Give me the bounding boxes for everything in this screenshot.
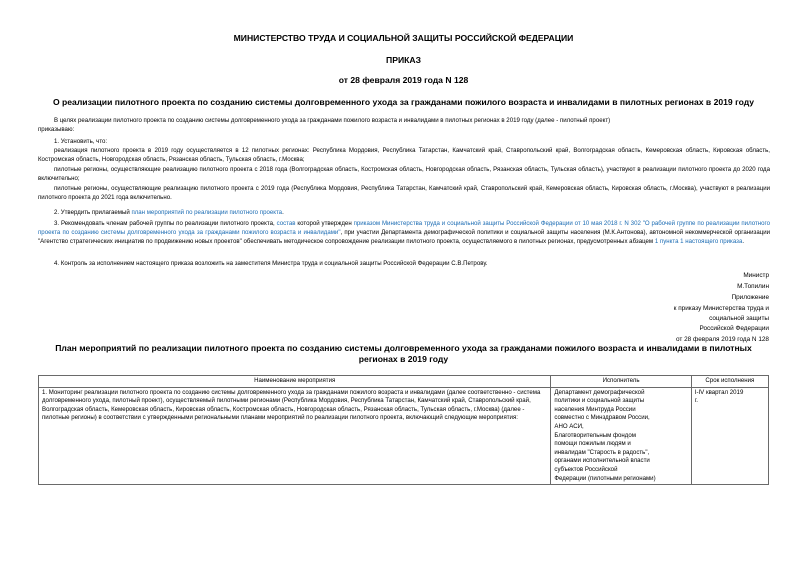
- table-row: [39, 387, 769, 485]
- clause-1-regions-2018: пилотные регионы, осуществляющие реализацию пилотного проекта с 2018 года (Волгоградская область, Костромская область, Новгородская область, Рязанская область, Тульская область), участвуют в реализации пилотного проекта до 2020 года включительно;: [38, 166, 770, 183]
- clause-2-end: .: [282, 209, 284, 216]
- clause-2-text: 2. Утвердить прилагаемый: [54, 209, 132, 216]
- plan-table-header: [39, 376, 769, 388]
- executor-line: Федерации (пилотными регионами): [554, 474, 656, 482]
- clause-3: [38, 219, 770, 247]
- appendix-line-5: от 28 февраля 2019 года N 128: [676, 336, 769, 343]
- plan-link[interactable]: план мероприятий по реализации пилотного проекта: [131, 209, 283, 216]
- clause-3-text-a: 3. Рекомендовать членам рабочей группы по реализации пилотного проекта,: [54, 220, 277, 227]
- column-header-executor: Исполнитель: [551, 376, 691, 388]
- clause-3-end: .: [742, 238, 745, 246]
- deadline-line: I-IV квартал 2019: [694, 388, 744, 396]
- activity-cell: 1. Мониторинг реализации пилотного проекта по созданию системы долговременного ухода за гражданами пожилого возраста и инвалидами (далее соответственно - система долговременного ухода, пилотный проект), осуществляемый пилотными регионами (Республика Мордовия, Республика Татарстан, Камчатский край, Ставропольский край, Волгоградская область, Кемеровская область, Кировская область, Костромская область, Новгородская область, Рязанская область, Тульская область, г.Москва) (далее - пилотные регионы) в соответствии с утвержденными региональными планами мероприятий по реализации пилотного проекта, включающий следующие мероприятия:: [39, 387, 551, 485]
- working-group-composition-link[interactable]: состав: [276, 220, 296, 227]
- executor-line: инвалидам "Старость в радость",: [554, 448, 650, 456]
- signature-name: М.Топилин: [737, 283, 769, 290]
- clause-1-regions-2019: пилотные регионы, осуществляющие реализацию пилотного проекта с 2019 года (Республика Мордовия, Республика Татарстан, Камчатский край, Ставропольский край, Кемеровская область, Кировская область, г.Москва), участвуют в реализации пилотного проекта до 2021 года включительно.: [38, 185, 770, 202]
- appendix-line-2: к приказу Министерства труда и: [673, 305, 769, 312]
- clause-1-regions: реализация пилотного проекта в 2019 году осуществляется в 12 пилотных регионах: Республика Мордовия, Республика Татарстан, Камчатский край, Ставропольский край, Волгоградская область, Кемеровская область, Кировская область, Костромская область, Новгородская область, Рязанская область, Тульская область, г.Москва;: [38, 147, 770, 164]
- executor-line: субъектов Российской: [554, 465, 618, 473]
- signature-position: Министр: [743, 272, 769, 279]
- clause-3-text-b: которой утвержден: [295, 220, 354, 227]
- appendix-label: Приложение: [731, 294, 769, 301]
- clause-1: 1. Установить, что:: [54, 138, 108, 145]
- column-header-deadline: Срок исполнения: [691, 376, 768, 388]
- executor-line: органами исполнительной власти: [554, 457, 650, 465]
- plan-title: План мероприятий по реализации пилотного проекта по созданию системы долговременного ухода за гражданами пожилого возраста и инвалидами в пилотных регионах в 2019 году: [55, 343, 752, 364]
- intro-order-word: приказываю:: [38, 126, 75, 133]
- executor-line: Департамент демографической: [554, 388, 645, 396]
- column-header-activity: Наименование мероприятия: [39, 376, 551, 388]
- plan-table: [38, 375, 769, 485]
- deadline-line: г.: [694, 397, 698, 405]
- executor-line: помощи пожилым людям и: [554, 440, 631, 448]
- doc-type-heading: ПРИКАЗ: [386, 55, 421, 65]
- executor-line: населения Минтруда России: [554, 405, 636, 413]
- executor-line: политики и социальной защиты: [554, 397, 645, 405]
- doc-date-number: от 28 февраля 2019 года N 128: [338, 75, 469, 85]
- executor-line: АНО АСИ,: [554, 422, 584, 430]
- clause-4: 4. Контроль за исполнением настоящего приказа возложить на заместителя Министра труда и социальной защиты Российской Федерации С.В.Петрову.: [54, 260, 488, 267]
- executor-cell: [551, 387, 691, 485]
- intro-paragraph: В целях реализации пилотного проекта по созданию системы долговременного ухода за гражданами пожилого возраста и инвалидами в пилотных регионах в 2019 году (далее - пилотный проект): [54, 117, 611, 124]
- order-302-link[interactable]: приказом Министерства труда и социальной защиты Российской Федерации от 10 мая 2018 г. N 302 "О рабочей группе по реализации пилотного проекта по созданию системы долговременного ухода за гражданами пожилого возраста и инвалидами": [38, 220, 770, 237]
- executor-line: Благотворительным фондом: [554, 431, 636, 439]
- executor-line: совместно с Минздравом России,: [554, 414, 650, 422]
- appendix-line-3: социальной защиты: [709, 315, 769, 322]
- clause-1-reference-link[interactable]: 1 пункта 1 настоящего приказа: [654, 238, 743, 246]
- doc-subject-title: О реализации пилотного проекта по созданию системы долговременного ухода за гражданами пожилого возраста и инвалидами в пилотных регионах в 2019 году: [52, 97, 755, 107]
- ministry-heading: МИНИСТЕРСТВО ТРУДА И СОЦИАЛЬНОЙ ЗАЩИТЫ РОССИЙСКОЙ ФЕДЕРАЦИИ: [233, 33, 574, 43]
- clause-3-text-c: , при участии Департамента демографической политики и социальной защиты населения (М.К.Антонова), автономной некоммерческой организации "Агентство стратегических инициатив по продвижению новых проектов" обеспечивать методическое сопровождение реализации пилотного проекта, осуществляемого в пилотных регионах, предусмотренных абзацем: [38, 229, 771, 246]
- deadline-cell: [691, 387, 768, 485]
- appendix-line-4: Российской Федерации: [699, 325, 769, 332]
- clause-2: [38, 208, 770, 217]
